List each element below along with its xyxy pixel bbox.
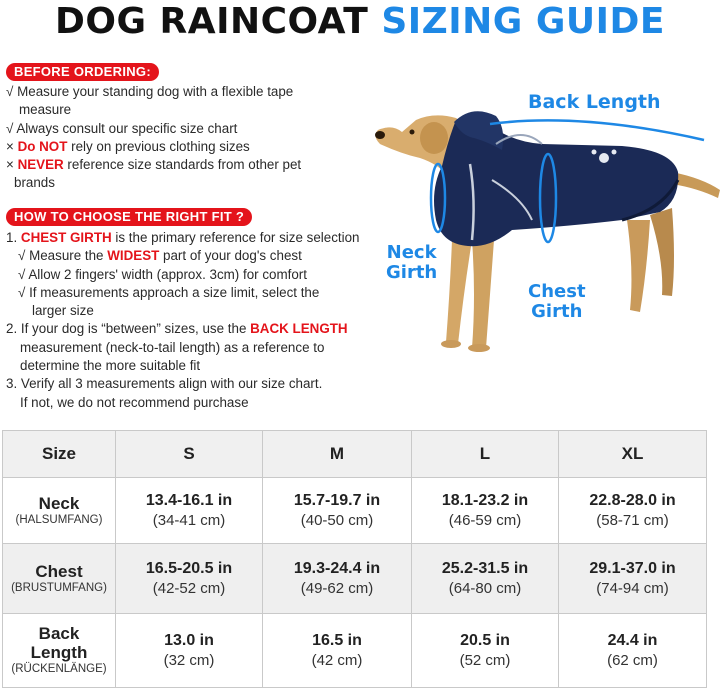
value-inches: 19.3-24.4 in xyxy=(293,560,381,577)
row-header-subtitle: (BRUSTUMFANG) xyxy=(11,581,107,594)
table-cell xyxy=(116,544,263,614)
list-item-text: part of your dog's chest xyxy=(159,248,302,264)
value-inches: 25.2-31.5 in xyxy=(441,560,529,577)
value-inches: 18.1-23.2 in xyxy=(441,492,529,509)
size-chart-table xyxy=(2,430,707,688)
neck-girth-label xyxy=(386,243,437,283)
check-icon: √ xyxy=(6,120,14,136)
row-header-title: Length xyxy=(30,643,88,662)
list-item xyxy=(6,101,301,119)
value-cm: (74-94 cm) xyxy=(596,580,669,597)
chest-girth-label-line-2: Girth xyxy=(531,301,583,322)
chest-girth-label xyxy=(528,282,586,322)
list-item xyxy=(6,120,301,138)
list-item: larger size xyxy=(32,303,94,319)
list-item-text: is the primary reference for size selection xyxy=(111,230,360,245)
table-row xyxy=(3,544,707,614)
table-cell xyxy=(263,614,412,688)
table-cell xyxy=(559,544,707,614)
list-item: √ Allow 2 fingers' width (approx. 3cm) for comfort xyxy=(18,266,307,282)
title-part-2: SIZING GUIDE xyxy=(381,1,666,42)
value-inches: 29.1-37.0 in xyxy=(589,560,676,577)
list-item: If not, we do not recommend purchase xyxy=(20,394,249,410)
table-cell xyxy=(263,478,412,544)
value-cm: (64-80 cm) xyxy=(448,580,522,597)
value-inches: 13.4-16.1 in xyxy=(145,492,233,509)
highlight-text: CHEST GIRTH xyxy=(20,230,112,245)
value-inches: 13.0 in xyxy=(164,632,214,649)
table-header-cell: L xyxy=(412,431,559,478)
table-header-cell: M xyxy=(263,431,412,478)
table-row xyxy=(3,478,707,544)
fit-guide-badge: HOW TO CHOOSE THE RIGHT FIT ? xyxy=(6,208,252,226)
value-inches: 20.5 in xyxy=(460,632,510,649)
table-header-cell: XL xyxy=(559,431,707,478)
page-title xyxy=(0,0,720,44)
value-cm: (42 cm) xyxy=(311,652,363,669)
cross-icon: × xyxy=(6,138,14,154)
dog-illustration xyxy=(372,80,720,365)
row-header xyxy=(3,544,116,614)
table-cell xyxy=(116,478,263,544)
row-header-title: Neck xyxy=(38,493,80,513)
value-cm: (62 cm) xyxy=(607,652,658,669)
list-number: 1. xyxy=(6,230,18,245)
value-cm: (49-62 cm) xyxy=(300,580,374,597)
table-cell xyxy=(412,544,559,614)
neck-girth-label-line-1: Neck xyxy=(386,242,437,263)
fit-guide-list xyxy=(6,229,360,412)
neck-girth-label-line-2: Girth xyxy=(386,262,438,283)
value-cm: (52 cm) xyxy=(459,652,511,669)
value-cm: (42-52 cm) xyxy=(152,580,226,597)
value-inches: 16.5-20.5 in xyxy=(145,560,233,577)
list-item-text: reference size standards from other pet xyxy=(63,157,302,173)
highlight-text: Do NOT xyxy=(17,138,68,154)
value-inches: 16.5 in xyxy=(312,632,362,649)
value-cm: (46-59 cm) xyxy=(448,512,522,529)
list-item-text: rely on previous clothing sizes xyxy=(67,138,250,154)
list-item xyxy=(6,229,360,247)
table-row xyxy=(3,614,707,688)
list-item: measurement (neck-to-tail length) as a reference to xyxy=(20,339,325,355)
title-part-1: DOG RAINCOAT xyxy=(54,1,382,42)
list-item xyxy=(6,138,301,156)
list-item-text: brands xyxy=(14,175,55,191)
dog-in-raincoat-image xyxy=(372,80,720,365)
value-cm: (34-41 cm) xyxy=(152,512,226,529)
list-item-text: Measure your standing dog with a flexible tape xyxy=(17,84,294,99)
before-ordering-badge: BEFORE ORDERING: xyxy=(6,63,159,81)
table-header-cell: Size xyxy=(3,431,116,478)
row-header-title: Back xyxy=(38,624,80,643)
before-ordering-list xyxy=(6,83,301,193)
table-header-cell: S xyxy=(116,431,263,478)
value-inches: 15.7-19.7 in xyxy=(293,492,381,509)
list-item: √ If measurements approach a size limit, select the xyxy=(18,284,320,300)
list-item xyxy=(6,156,301,174)
row-header-subtitle: (RÜCKENLÄNGE) xyxy=(11,663,107,675)
table-cell xyxy=(559,614,707,688)
back-length-label: Back Length xyxy=(528,91,661,113)
table-header-row xyxy=(3,431,707,478)
list-item xyxy=(6,174,301,192)
row-header xyxy=(3,478,116,544)
list-item-text: √ Measure the xyxy=(18,248,108,264)
value-cm: (58-71 cm) xyxy=(596,512,669,529)
highlight-text: BACK LENGTH xyxy=(250,321,348,337)
list-item: determine the more suitable fit xyxy=(20,358,201,374)
row-header-title: Chest xyxy=(35,561,83,581)
table-cell xyxy=(412,478,559,544)
value-cm: (32 cm) xyxy=(163,652,215,669)
highlight-text: NEVER xyxy=(17,157,64,173)
list-item xyxy=(6,320,360,338)
cross-icon: × xyxy=(6,157,14,173)
table-cell xyxy=(263,544,412,614)
chest-girth-label-line-1: Chest xyxy=(528,281,586,302)
highlight-text: WIDEST xyxy=(107,248,160,264)
table-cell xyxy=(116,614,263,688)
list-item-text: measure xyxy=(19,102,72,118)
list-item: 3. Verify all 3 measurements align with our size chart. xyxy=(6,376,323,392)
value-cm: (40-50 cm) xyxy=(300,512,374,529)
list-item-text: Always consult our specific size chart xyxy=(16,120,238,136)
row-header xyxy=(3,614,116,688)
check-icon: √ xyxy=(6,84,14,99)
value-inches: 22.8-28.0 in xyxy=(589,492,676,509)
table-cell xyxy=(559,478,707,544)
row-header-subtitle: (HALSUMFANG) xyxy=(15,513,103,526)
value-inches: 24.4 in xyxy=(607,632,658,649)
list-item-text: 2. If your dog is “between” sizes, use the xyxy=(6,321,251,337)
list-item xyxy=(6,83,301,101)
list-item xyxy=(6,247,360,265)
table-cell xyxy=(412,614,559,688)
